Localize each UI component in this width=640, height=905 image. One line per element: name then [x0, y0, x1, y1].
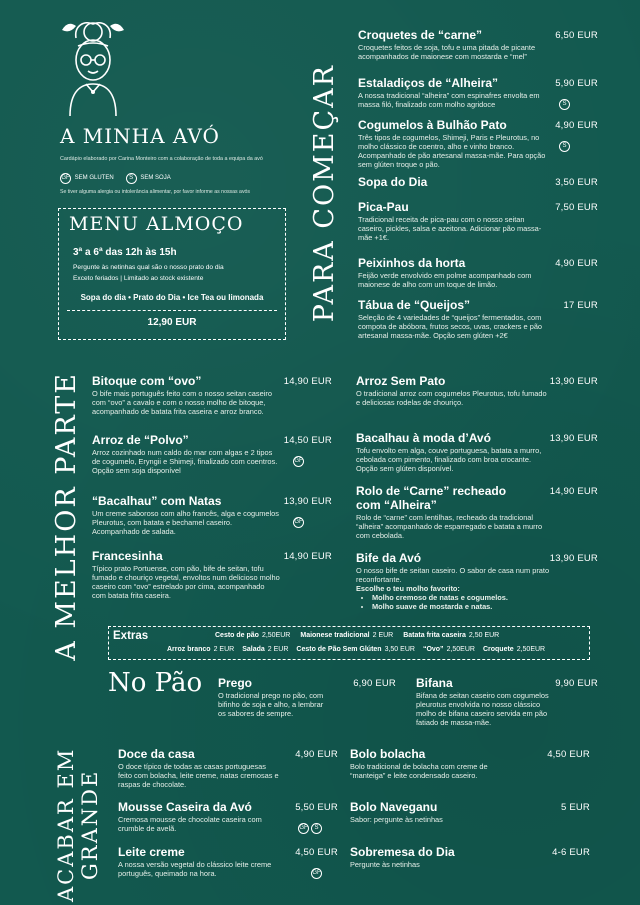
- menu-item-name: Mousse Caseira da Avó: [118, 800, 252, 814]
- menu-item: [358, 175, 598, 189]
- menu-item-price: 4-6 EUR: [552, 847, 590, 858]
- menu-item: [350, 845, 590, 869]
- menu-item-name: Sobremesa do Dia: [350, 845, 455, 859]
- section-title-mains: A MELHOR PARTE: [51, 372, 82, 661]
- section-title-desserts: [54, 745, 106, 905]
- gluten-free-legend: [60, 173, 114, 184]
- menu-item-name: Arroz de “Polvo”: [92, 433, 189, 447]
- extra-item-price: 2 EUR: [372, 632, 394, 639]
- menu-item-name: Rolo de “Carne” recheado com “Alheira”: [356, 484, 507, 512]
- extra-item: [167, 646, 234, 653]
- menu-item-name: Croquetes de “carne”: [358, 28, 483, 42]
- menu-item: [358, 28, 598, 61]
- menu-item-description: Feijão verde envolvido em polme acompanhado com maionese de alho com um toque de limão.: [358, 271, 532, 289]
- extras-row-2: [167, 646, 545, 653]
- menu-item-name: Leite creme: [118, 845, 185, 859]
- extra-item: [423, 646, 475, 653]
- soy-free-icon: S: [126, 173, 137, 184]
- menu-item-description: Bifana de seitan caseiro com cogumelos pleurotus envolvida no nosso clássico molho de bifana caseiro servida em pão fatiado de massa-mãe.: [416, 691, 549, 727]
- menu-item-diet-badges: [298, 816, 324, 834]
- extra-item: [300, 632, 393, 639]
- extra-item: [242, 646, 288, 653]
- extra-item-price: 2,50EUR: [446, 646, 475, 653]
- menu-item: [118, 747, 338, 789]
- gluten-free-label: SEM GLUTEN: [74, 175, 114, 181]
- menu-item: [118, 845, 338, 878]
- grandma-logo: [60, 18, 126, 118]
- gluten-free-icon: GF: [298, 823, 309, 834]
- menu-item: [358, 76, 598, 109]
- menu-item-description: Sabor: pergunte às netinhas: [350, 815, 443, 824]
- menu-item-name: Prego: [218, 676, 253, 690]
- menu-item-description: Pergunte às netinhas: [350, 860, 420, 869]
- extras-title: Extras: [113, 630, 149, 642]
- menu-item-diet-badges: [559, 134, 572, 152]
- menu-item-description: Um creme saboroso com alho francês, alga e cogumelos Pleurotus, com batata e bechamel caseiro. Acompanhado de salada.: [92, 509, 279, 536]
- section-title-bread: No Pão: [108, 668, 203, 698]
- menu-item-sauce-prompt: Escolhe o teu molho favorito:: [356, 584, 460, 593]
- menu-item-description: A nossa tradicional “alheira” com espinafres envolta em massa filó, finalizado com molho agridoce: [358, 91, 540, 109]
- menu-item-price: 4,90 EUR: [295, 749, 338, 760]
- menu-item: [92, 494, 332, 536]
- menu-item-description: Croquetes feitos de soja, tofu e uma pitada de picante acompanhados de maionese com mostarda e “mel”: [358, 43, 536, 61]
- menu-item: [92, 549, 332, 600]
- menu-item-price: 4,90 EUR: [555, 120, 598, 131]
- sauce-option: • Molho suave de mostarda e natas.: [372, 602, 598, 611]
- soy-free-label: SEM SOJA: [140, 175, 171, 181]
- menu-item-price: 5,90 EUR: [555, 78, 598, 89]
- lunch-menu-includes: Sopa do dia • Prato do Dia • Ice Tea ou limonada: [80, 293, 264, 302]
- diet-legend: [60, 173, 171, 184]
- menu-item: [358, 298, 598, 340]
- soy-free-icon: S: [559, 99, 570, 110]
- lunch-menu-note1: Pergunte às netinhas qual são o nosso prato do dia: [73, 264, 224, 271]
- menu-item: [92, 433, 332, 475]
- menu-item-price: 14,90 EUR: [549, 486, 598, 497]
- sauce-option: • Molho cremoso de natas e cogumelos.: [372, 593, 598, 602]
- extras-row-1: [215, 632, 499, 639]
- extra-item-name: Maionese tradicional: [300, 632, 370, 639]
- extra-item-name: Salada: [242, 646, 265, 653]
- menu-item-name: Arroz Sem Pato: [356, 374, 446, 388]
- menu-item: [218, 676, 396, 718]
- menu-item-name: Pica-Pau: [358, 200, 409, 214]
- extras-box: [108, 626, 590, 660]
- menu-item-price: 14,90 EUR: [283, 551, 332, 562]
- extra-item-price: 3,50 EUR: [384, 646, 415, 653]
- menu-item-name: Peixinhos da horta: [358, 256, 466, 270]
- menu-item-description: O nosso bife de seitan caseiro. O sabor de casa num prato reconfortante.: [356, 566, 550, 584]
- menu-item-price: 5 EUR: [561, 802, 590, 813]
- menu-item-price: 4,50 EUR: [295, 847, 338, 858]
- menu-item-price: 13,90 EUR: [283, 496, 332, 507]
- extra-item-name: “Ovo”: [422, 646, 444, 653]
- menu-item-description: O doce típico de todas as casas portuguesas feito com bolacha, leite creme, natas cremosas e raspas de chocolate.: [118, 762, 279, 789]
- section-title-desserts-text: ACABAR EM GRANDE: [54, 747, 102, 903]
- menu-item-description: Três tipos de cogumelos, Shimeji, Paris e Pleurotus, no molho clássico de coentro, alho e vinho branco. Acompanhado de pão artesanal massa-mãe. Para opção sem glúten troque o pão.: [358, 133, 546, 169]
- extra-item: [403, 632, 499, 639]
- allergy-note: Se tiver alguma alergia ou intolerância alimentar, por favor informe as nossas avós: [60, 189, 251, 195]
- extra-item-price: 2 EUR: [267, 646, 289, 653]
- extra-item-name: Arroz branco: [167, 646, 211, 653]
- menu-item-description: Seleção de 4 variedades de “queijos” fermentados, com compota de abóbora, frutos secos, uvas, crackers e pão artesanal massa-mãe. Opção sem glúten +2€: [358, 313, 543, 340]
- lunch-menu-note2: Exceto feriados | Limitado ao stock existente: [73, 275, 204, 282]
- menu-item-name: Francesinha: [92, 549, 163, 563]
- extra-item: [296, 646, 415, 653]
- menu-item: [350, 747, 590, 780]
- menu-item-price: 6,90 EUR: [353, 678, 396, 689]
- brand-name: A MINHA AVÓ: [60, 124, 220, 148]
- menu-item-description: Tofu envolto em alga, couve portuguesa, batata a murro, cebolada com pimento, finalizado com broa crocante. Opção sem glúten disponível.: [356, 446, 542, 473]
- extra-item-name: Cesto de pão: [215, 632, 259, 639]
- menu-item-diet-badges: [293, 449, 306, 467]
- menu-item-price: 4,90 EUR: [555, 258, 598, 269]
- extra-item-price: 2,50 EUR: [468, 632, 500, 639]
- menu-item-name: Estaladiços de “Alheira”: [358, 76, 499, 90]
- menu-item-price: 3,50 EUR: [555, 177, 598, 188]
- menu-item-price: 6,50 EUR: [555, 30, 598, 41]
- menu-item-name: Doce da casa: [118, 747, 195, 761]
- menu-item-name: Bacalhau à moda d’Avó: [356, 431, 491, 445]
- menu-item: [358, 256, 598, 289]
- lunch-menu-title: MENU ALMOÇO: [69, 213, 244, 235]
- menu-item-name: Bolo bolacha: [350, 747, 426, 761]
- soy-free-icon: S: [311, 823, 322, 834]
- menu-item-price: 7,50 EUR: [555, 202, 598, 213]
- menu-item: [350, 800, 590, 824]
- extra-item: [215, 632, 290, 639]
- lunch-menu-days: 3ª a 6ª das 12h às 15h: [73, 247, 177, 258]
- menu-item: [358, 118, 598, 169]
- extra-item: [483, 646, 545, 653]
- menu-item-name: Sopa do Dia: [358, 175, 428, 189]
- menu-item-name: Bolo Naveganu: [350, 800, 438, 814]
- soy-free-icon: S: [559, 141, 570, 152]
- menu-item-price: 13,90 EUR: [549, 553, 598, 564]
- gluten-free-icon: GF: [311, 868, 322, 879]
- menu-item: [356, 484, 598, 540]
- extra-item-name: Croquete: [482, 646, 514, 653]
- menu-item-price: 17 EUR: [563, 300, 598, 311]
- gluten-free-icon: GF: [293, 517, 304, 528]
- menu-item-name: “Bacalhau” com Natas: [92, 494, 222, 508]
- menu-item: [358, 200, 598, 242]
- menu-item-description: A nossa versão vegetal do clássico leite creme português, queimado na hora.: [118, 860, 272, 878]
- menu-item: [416, 676, 598, 727]
- menu-item-name: Tábua de “Queijos”: [358, 298, 471, 312]
- extra-item-price: 2,50EUR: [516, 646, 546, 653]
- menu-item-description: O tradicional arroz com cogumelos Pleurotus, tofu fumado e deliciosas rodelas de chouriço.: [356, 389, 547, 407]
- menu-item: [356, 374, 598, 407]
- menu-item-description: Cremosa mousse de chocolate caseira com crumble de avelã.: [118, 815, 262, 833]
- menu-item-description: O tradicional prego no pão, com bifinho de soja e alho, a lembrar os sabores de sempre.: [218, 691, 324, 718]
- lunch-menu-price: 12,90 EUR: [147, 317, 197, 328]
- menu-item-description: Arroz cozinhado num caldo do mar com algas e 2 tipos de cogumelo, Eryngii e Shimeji, finalizado com coentros. Opção sem soja disponível: [92, 448, 278, 475]
- menu-item-price: 14,50 EUR: [283, 435, 332, 446]
- section-title-starters: PARA COMEÇAR: [309, 64, 340, 323]
- menu-item-diet-badges: [559, 92, 572, 110]
- menu-item-sauce-options: [356, 593, 598, 611]
- extra-item-name: Cesto de Pão Sem Glúten: [296, 646, 382, 653]
- extra-item-price: 2 EUR: [213, 646, 235, 653]
- lunch-menu-divider: [67, 310, 277, 311]
- menu-item-price: 14,90 EUR: [283, 376, 332, 387]
- gluten-free-icon: GF: [60, 173, 71, 184]
- menu-item-name: Cogumelos à Bulhão Pato: [358, 118, 507, 132]
- extra-item-name: Batata frita caseira: [403, 632, 466, 639]
- menu-item-name: Bitoque com “ovo”: [92, 374, 202, 388]
- menu-item-price: 9,90 EUR: [555, 678, 598, 689]
- menu-item-diet-badges: [293, 510, 306, 528]
- menu-item-description: Típico prato Portuense, com pão, bife de seitan, tofu fumado e chouriço vegetal, envoltos num delicioso molho caseiro com “ovo” estrelado por cima, acompanhado com batata frita caseira.: [92, 564, 280, 600]
- menu-item-name: Bife da Avó: [356, 551, 422, 565]
- menu-item: [118, 800, 338, 833]
- menu-item-description: Bolo tradicional de bolacha com creme de “manteiga” e leite condensado caseiro.: [350, 762, 488, 780]
- menu-item-description: O bife mais português feito com o nosso seitan caseiro com “ovo” a cavalo e com o nosso molho de bitoque, acompanhado de batata frita caseira e arroz branco.: [92, 389, 272, 416]
- menu-item: [356, 431, 598, 473]
- extra-item-price: 2,50EUR: [261, 632, 291, 639]
- menu-item: [92, 374, 332, 416]
- menu-item-price: 4,50 EUR: [547, 749, 590, 760]
- menu-item-price: 13,90 EUR: [549, 376, 598, 387]
- menu-item-name: Bifana: [416, 676, 453, 690]
- menu-item-price: 5,50 EUR: [295, 802, 338, 813]
- menu-item-description: Rolo de “carne” com lentilhas, recheado da tradicional “alheira” acompanhado de esparregado e batata a murro com cebolada.: [356, 513, 543, 540]
- lunch-menu-box: [58, 208, 286, 340]
- menu-item: [356, 551, 598, 611]
- menu-item-description: Tradicional receita de pica-pau com o nosso seitan caseiro, pickles, salsa e azeitona. Adicionar pão massa-mãe +1€.: [358, 215, 542, 242]
- soy-free-legend: [126, 173, 171, 184]
- gluten-free-icon: GF: [293, 456, 304, 467]
- menu-item-price: 13,90 EUR: [549, 433, 598, 444]
- menu-item-diet-badges: [311, 861, 324, 879]
- brand-credit: Cardápio elaborado por Carina Monteiro com a colaboração de toda a equipa da avó: [60, 156, 263, 162]
